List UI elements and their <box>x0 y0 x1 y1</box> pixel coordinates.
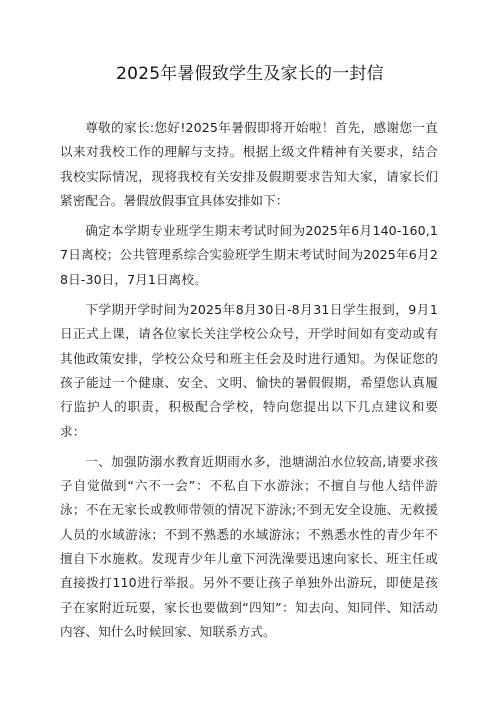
paragraph-next-term: 下学期开学时间为2025年8月30日-8月31日学生报到，9月1日正式上课，请各位家长关注学校公众号，开学时间如有变动或有其他政策安排，学校公众号和班主任会及时进行通知。为保证您的孩子能过一个健康、安全、文明、愉快的暑假假期，希望您认真履行监护人的职责，积极配合学校，特向您提出以下几点建议和要求： <box>60 302 438 439</box>
paragraph-exam-schedule: 确定本学期专业班学生期末考试时间为2025年6月140-160,17日离校；公共管理系综合实验班学生期末考试时间为2025年6月28日-30日，7月1日离校。 <box>60 223 438 287</box>
document-title: 2025年暑假致学生及家长的一封信 <box>116 64 384 84</box>
letter-body <box>60 116 438 650</box>
paragraph-drowning-prevention: 一、加强防溺水教育近期雨水多，池塘湖泊水位较高,请要求孩子自觉做到“六不一会”：不私自下水游泳；不擅自与他人结伴游泳；不在无家长或教师带领的情况下游泳;不到无安全设施、无救援人员的水域游泳；不到不熟悉的水域游泳；不熟悉水性的青少年不擅自下水施救。发现青少年儿童下河洗澡要迅速向家长、班主任或直接拨打110进行举报。另外不要让孩子单独外出游玩，即使是孩子在家附近玩耍，家长也要做到“四知”：知去向、知同伴、知活动内容、知什么时候回家、知联系方式。 <box>60 453 438 639</box>
paragraph-greeting: 尊敬的家长:您好!2025年暑假即将开始啦！首先，感谢您一直以来对我校工作的理解与支持。根据上级文件精神有关要求，结合我校实际情况，现将我校有关安排及假期要求告知大家，请家长们紧密配合。暑假放假事宜具体安排如下： <box>60 120 438 208</box>
